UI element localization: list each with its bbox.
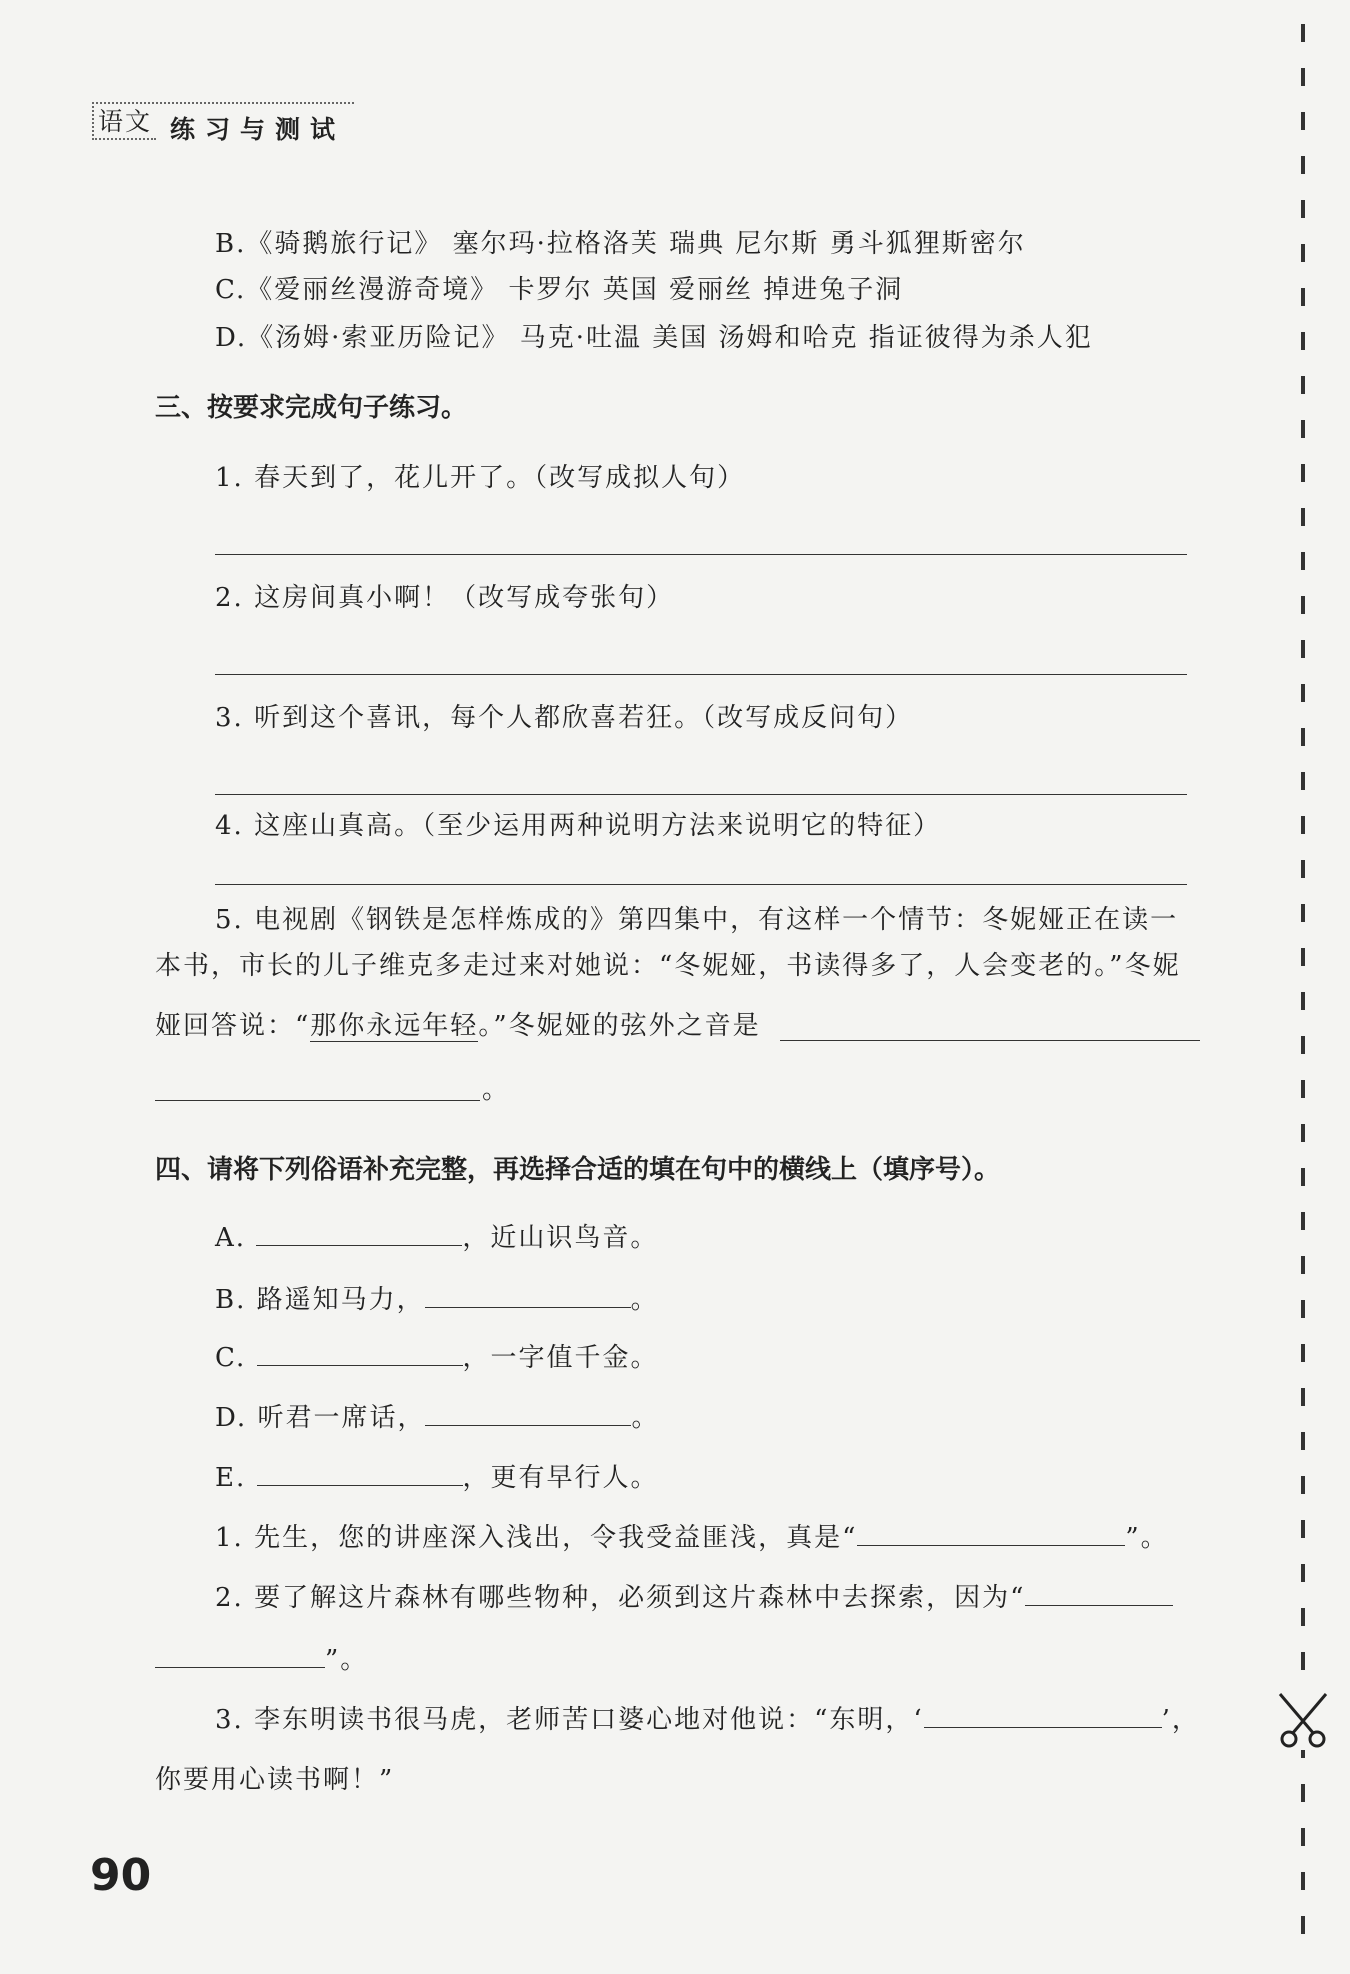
- proverb-a-blank[interactable]: [256, 1219, 462, 1246]
- item-5-end: 。: [482, 1075, 511, 1105]
- header-subject: 语文: [92, 106, 156, 140]
- header-title: 练习与测试: [170, 115, 346, 144]
- proverb-e-label: E.: [215, 1463, 247, 1493]
- proverb-d: [215, 1398, 659, 1438]
- answer-line-5a[interactable]: [780, 1040, 1200, 1041]
- item-5-quote: 那你永远年轻: [310, 1011, 479, 1041]
- proverb-e: [215, 1458, 659, 1498]
- proverb-c-label: C.: [215, 1343, 247, 1373]
- proverb-d-label: D. 听君一席话，: [215, 1403, 426, 1433]
- proverb-a-label: A.: [215, 1223, 247, 1253]
- answer-line-3[interactable]: [215, 794, 1187, 795]
- answer-line-1[interactable]: [215, 554, 1187, 555]
- question-2-end: ”。: [325, 1645, 369, 1675]
- question-1-end: ”。: [1125, 1523, 1169, 1553]
- item-5-reply-prefix: 娅回答说：“: [155, 1011, 311, 1041]
- section-3-item-1: 1. 春天到了，花儿开了。（改写成拟人句）: [215, 463, 746, 493]
- proverb-e-blank[interactable]: [257, 1459, 463, 1486]
- option-b: B.《骑鹅旅行记》 塞尔玛·拉格洛芙 瑞典 尼尔斯 勇斗狐狸斯密尔: [215, 229, 1026, 259]
- question-3-line-2: 你要用心读书啊！”: [155, 1765, 395, 1795]
- question-2-continued: [155, 1640, 368, 1680]
- question-3-text: 3. 李东明读书很马虎，老师苦口婆心地对他说：“东明，‘: [215, 1705, 924, 1735]
- proverb-b-label: B. 路遥知马力，: [215, 1285, 425, 1315]
- section-3-item-5-line-1: 5. 电视剧《钢铁是怎样炼成的》第四集中，有这样一个情节：冬妮娅正在读一: [215, 905, 1179, 935]
- section-3-item-2: 2. 这房间真小啊！（改写成夸张句）: [215, 583, 675, 613]
- question-3: [215, 1700, 1200, 1740]
- section-4-title: 四、请将下列俗语补充完整，再选择合适的填在句中的横线上（填序号）。: [155, 1155, 1001, 1185]
- proverb-c-blank[interactable]: [257, 1339, 463, 1366]
- question-2: [215, 1578, 1173, 1618]
- section-3-item-5-line-2: 本书，市长的儿子维克多走过来对她说：“冬妮娅，书读得多了，人会变老的。”冬妮: [155, 951, 1181, 981]
- question-1: [215, 1518, 1169, 1558]
- question-2-text: 2. 要了解这片森林有哪些物种，必须到这片森林中去探索，因为“: [215, 1583, 1026, 1613]
- section-3-item-3: 3. 听到这个喜讯，每个人都欣喜若狂。（改写成反问句）: [215, 703, 914, 733]
- proverb-a: [215, 1218, 658, 1258]
- section-3-item-4: 4. 这座山真高。（至少运用两种说明方法来说明它的特征）: [215, 811, 942, 841]
- proverb-c-text: ，一字值千金。: [462, 1343, 659, 1373]
- option-d: D.《汤姆·索亚历险记》 马克·吐温 美国 汤姆和哈克 指证彼得为杀人犯: [215, 323, 1093, 353]
- section-3-item-5-line-3: [155, 1006, 761, 1046]
- answer-line-4[interactable]: [215, 884, 1187, 885]
- question-3-blank[interactable]: [924, 1701, 1162, 1728]
- item-5-reply-suffix: 。”冬妮娅的弦外之音是: [478, 1011, 761, 1041]
- answer-line-2[interactable]: [215, 674, 1187, 675]
- proverb-d-blank[interactable]: [425, 1399, 631, 1426]
- proverb-e-text: ，更有早行人。: [462, 1463, 659, 1493]
- question-2-blank-a[interactable]: [1025, 1579, 1173, 1606]
- answer-line-5b[interactable]: [155, 1100, 480, 1101]
- page-number: 90: [90, 1850, 152, 1901]
- proverb-c: [215, 1338, 659, 1378]
- proverb-b: [215, 1280, 659, 1320]
- question-3-mid: ’，: [1161, 1705, 1200, 1735]
- proverb-d-end: 。: [631, 1403, 660, 1433]
- scissors-icon: [1274, 1690, 1332, 1750]
- question-2-blank-b[interactable]: [155, 1641, 325, 1668]
- question-1-text: 1. 先生，您的讲座深入浅出，令我受益匪浅，真是“: [215, 1523, 858, 1553]
- question-1-blank[interactable]: [857, 1519, 1125, 1546]
- proverb-a-text: ，近山识鸟音。: [462, 1223, 659, 1253]
- option-c: C.《爱丽丝漫游奇境》 卡罗尔 英国 爱丽丝 掉进兔子洞: [215, 275, 904, 305]
- proverb-b-end: 。: [630, 1285, 659, 1315]
- proverb-b-blank[interactable]: [425, 1281, 631, 1308]
- cut-line: [1301, 24, 1305, 1954]
- section-3-title: 三、按要求完成句子练习。: [155, 393, 468, 423]
